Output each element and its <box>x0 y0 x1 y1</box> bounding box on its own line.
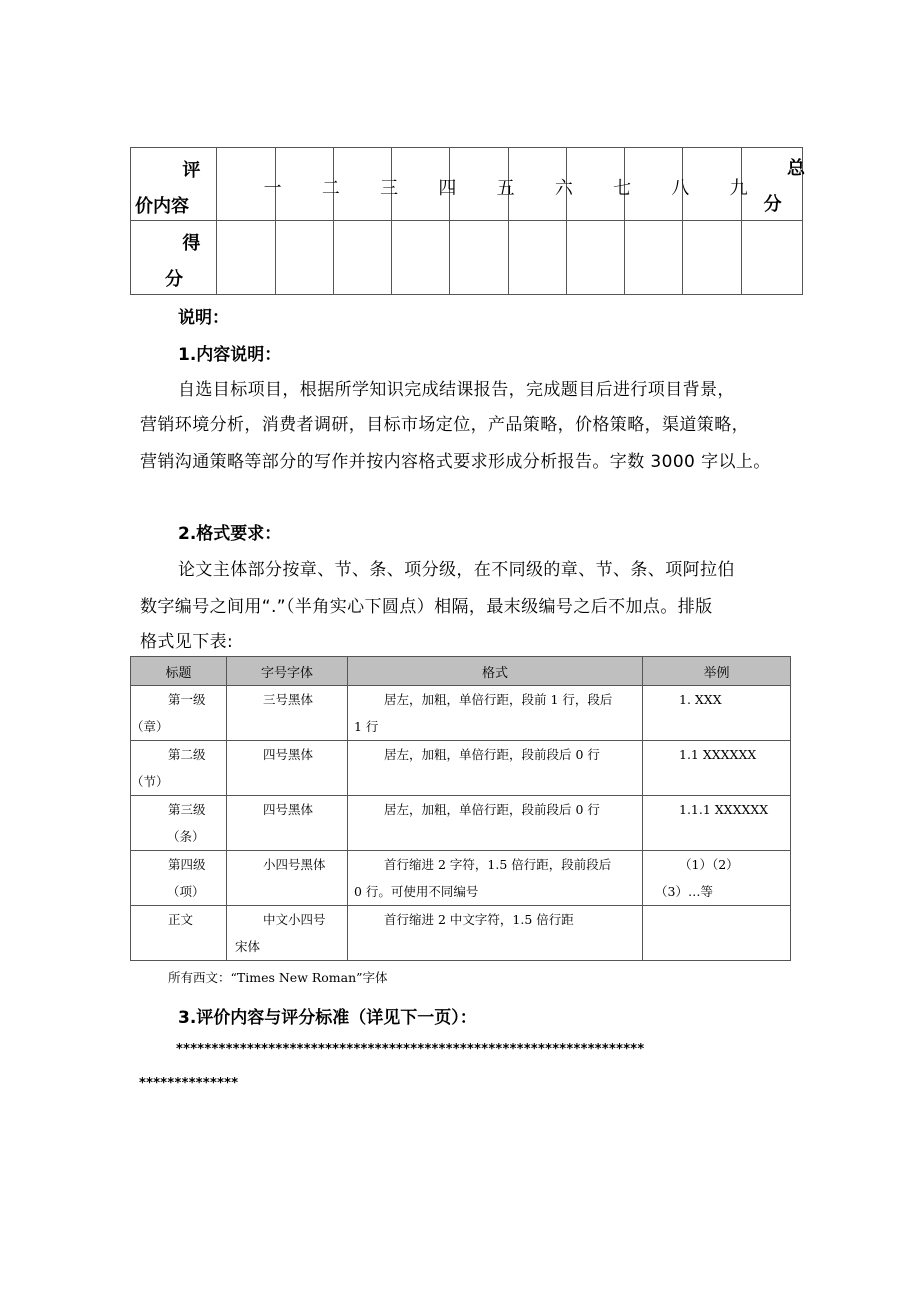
format-cell: 首行缩进 2 中文字符，1.5 倍行距 <box>348 906 643 961</box>
level-cell: 第一级 （章） <box>131 686 227 741</box>
format-cell: 居左，加粗，单倍行距，段前段后 0 行 <box>348 741 643 796</box>
format-cell: 居左，加粗，单倍行距，段前段后 0 行 <box>348 796 643 851</box>
section2-line3: 格式见下表: <box>140 632 234 652</box>
format-cell: 居左，加粗，单倍行距，段前 1 行，段后 1 行 <box>348 686 643 741</box>
score-row-label: 得 分 <box>131 221 217 295</box>
example-cell: 1.1.1 XXXXXX <box>643 796 791 851</box>
level-cell: 第二级 （节） <box>131 741 227 796</box>
item-number-cell: 六 <box>508 148 566 221</box>
font-cell: 三号黑体 <box>227 686 348 741</box>
total-header-cell: 总 分 <box>741 148 802 221</box>
format-table-header: 字号字体 <box>227 657 348 686</box>
level-cell: 第三级 （条） <box>131 796 227 851</box>
font-cell: 四号黑体 <box>227 796 348 851</box>
font-cell: 四号黑体 <box>227 741 348 796</box>
format-table-header: 格式 <box>348 657 643 686</box>
separator-stars-line1: ****************************************************************** <box>176 1042 645 1057</box>
example-cell: 1. XXX <box>643 686 791 741</box>
section2-title: 2.格式要求： <box>178 524 282 544</box>
section1-line2: 营销环境分析，消费者调研，目标市场定位，产品策略，价格策略，渠道策略， <box>140 415 749 435</box>
section2-line1: 论文主体部分按章、节、条、项分级，在不同级的章、节、条、项阿拉伯 <box>178 560 735 580</box>
table-row <box>131 851 791 906</box>
score-input-cell[interactable] <box>275 221 333 295</box>
score-input-cell[interactable] <box>217 221 275 295</box>
font-cell: 中文小四号 宋体 <box>227 906 348 961</box>
example-cell: （1）（2） （3）…等 <box>643 851 791 906</box>
score-input-cell[interactable] <box>625 221 683 295</box>
item-number-cell: 四 <box>392 148 450 221</box>
format-table-header: 标题 <box>131 657 227 686</box>
format-table <box>130 656 791 961</box>
font-cell: 小四号黑体 <box>227 851 348 906</box>
score-table <box>130 147 803 295</box>
format-table-header: 举例 <box>643 657 791 686</box>
item-number-cell: 一 <box>217 148 275 221</box>
section3-title: 3.评价内容与评分标准（详见下一页）： <box>178 1008 477 1028</box>
total-score-cell[interactable] <box>741 221 802 295</box>
section1-line1: 自选目标项目，根据所学知识完成结课报告，完成题目后进行项目背景， <box>178 380 735 400</box>
table-row <box>131 796 791 851</box>
header-label-line1: 评 <box>182 160 201 181</box>
notes-heading: 说明： <box>178 308 229 328</box>
score-input-cell[interactable] <box>333 221 391 295</box>
item-number-cell: 八 <box>625 148 683 221</box>
section2-line2: 数字编号之间用“.”（半角实心下圆点）相隔，最末级编号之后不加点。排版 <box>140 597 713 617</box>
item-number-cell: 七 <box>566 148 624 221</box>
separator-stars-line2: ************** <box>139 1076 239 1091</box>
example-cell: 1.1 XXXXXX <box>643 741 791 796</box>
item-number-cell: 三 <box>333 148 391 221</box>
item-number-cell: 二 <box>275 148 333 221</box>
example-cell <box>643 906 791 961</box>
level-cell: 第四级 （项） <box>131 851 227 906</box>
level-cell: 正文 <box>131 906 227 961</box>
header-label-line2: 价内容 <box>135 196 189 217</box>
table-row <box>131 741 791 796</box>
section1-title: 1.内容说明： <box>178 345 282 365</box>
score-input-cell[interactable] <box>566 221 624 295</box>
score-input-cell[interactable] <box>392 221 450 295</box>
section1-line3: 营销沟通策略等部分的写作并按内容格式要求形成分析报告。字数 3000 字以上。 <box>140 452 771 472</box>
item-number-cell: 九 <box>683 148 741 221</box>
item-number-cell: 五 <box>450 148 508 221</box>
format-cell: 首行缩进 2 字符，1.5 倍行距，段前段后 0 行。可使用不同编号 <box>348 851 643 906</box>
evaluation-content-header <box>131 148 217 221</box>
score-input-cell[interactable] <box>450 221 508 295</box>
table-row <box>131 906 791 961</box>
format-footnote: 所有西文：“Times New Roman”字体 <box>168 970 388 985</box>
table-row <box>131 686 791 741</box>
score-input-cell[interactable] <box>683 221 741 295</box>
score-input-cell[interactable] <box>508 221 566 295</box>
